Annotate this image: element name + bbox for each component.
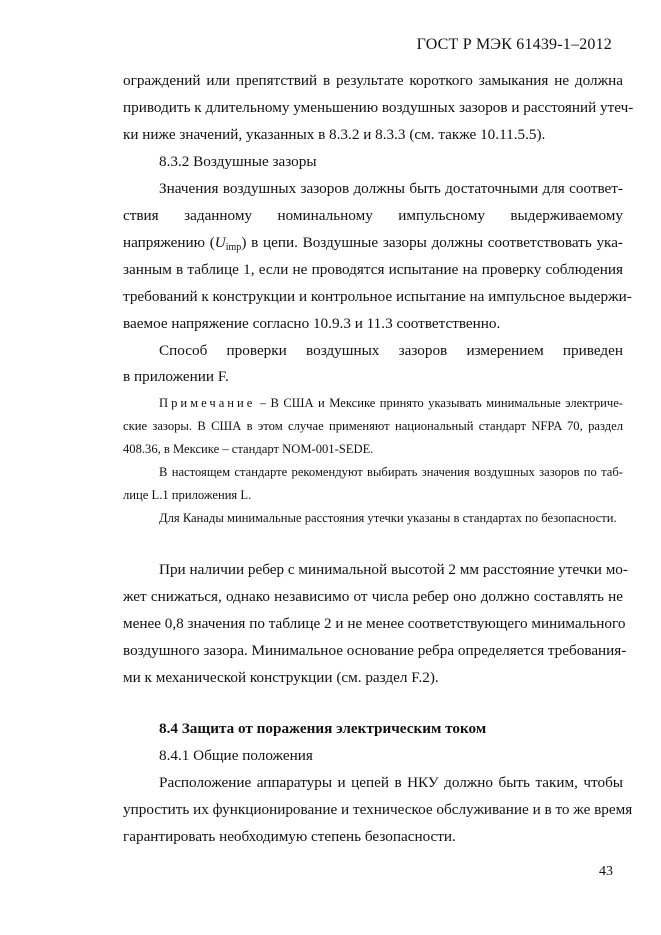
note-line: 408.36, в Мексике – стандарт NOM-001-SEDE. [123,442,374,456]
section-title-8-3-2: 8.3.2 Воздушные зазоры [159,153,317,170]
text-line: воздушного зазора. Минимальное основание ребра определяется требования- [123,642,627,659]
note-line: ские зазоры. В США в этом случае применяют национальный стандарт NFPA 70, раздел [123,419,623,433]
note-line: В настоящем стандарте рекомендуют выбирать значения воздушных зазоров по таб- [159,465,623,479]
text-line: занным в таблице 1, если не проводятся испытание на проверку соблюдения [123,261,623,278]
text-line: упростить их функционирование и техническое обслуживание и в то же время [123,801,633,818]
text-line: гарантировать необходимую степень безопасности. [123,828,456,845]
text-line: жет снижаться, однако независимо от числа ребер оно должно составлять не [123,588,623,605]
text-line: в приложении F. [123,368,229,385]
text-line: Значения воздушных зазоров должны быть достаточными для соответ- [159,180,623,197]
document-header: ГОСТ Р МЭК 61439-1–2012 [416,36,612,53]
note-text: – В США и Мексике принято указывать минимальные электриче- [255,396,623,410]
text-line: При наличии ребер с минимальной высотой 2 мм расстояние утечки мо- [159,561,628,578]
text-line: Способ проверки воздушных зазоров измерением приведен [159,342,623,359]
page-number: 43 [599,864,613,879]
note-line: лице L.1 приложения L. [123,488,252,502]
text-line: ми к механической конструкции (см. раздел F.2). [123,669,439,686]
section-title-8-4-1: 8.4.1 Общие положения [159,747,313,764]
text-line: приводить к длительному уменьшению воздушных зазоров и расстояний утеч- [123,99,634,116]
note-line [159,394,623,412]
text-line: ствия заданному номинальному импульсному выдерживаемому [123,207,623,224]
text-line: ограждений или препятствий в результате короткого замыкания не должна [123,72,623,89]
voltage-subscript: imp [225,242,242,253]
voltage-symbol: U [214,234,226,251]
text-line: ки ниже значений, указанных в 8.3.2 и 8.3.3 (см. также 10.11.5.5). [123,126,546,143]
text-line: менее 0,8 значения по таблице 2 и не менее соответствующего минимального [123,615,626,632]
text-fragment: ) в цепи. Воздушные зазоры должны соответствовать ука- [241,234,623,251]
text-line: Расположение аппаратуры и цепей в НКУ должно быть таким, чтобы [159,774,623,791]
section-title-8-4: 8.4 Защита от поражения электрическим током [159,720,487,737]
text-fragment: напряжению ( [123,234,215,251]
text-line: требований к конструкции и контрольное испытание на импульсное выдержи- [123,288,632,305]
text-line-with-formula [123,234,623,257]
text-line: ваемое напряжение согласно 10.9.3 и 11.3 соответственно. [123,315,501,332]
note-line: Для Канады минимальные расстояния утечки указаны в стандартах по безопасности. [159,511,617,525]
note-label: Примечание [159,396,256,410]
